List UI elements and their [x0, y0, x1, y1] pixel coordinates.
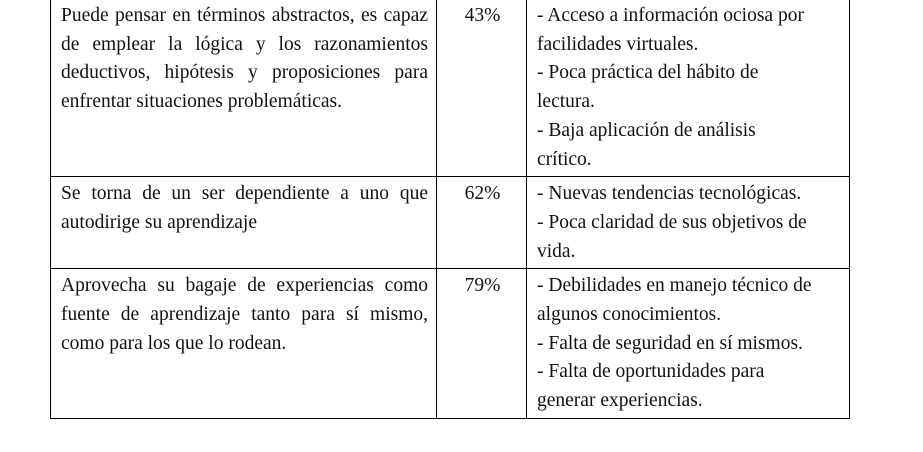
factor-item: - Baja aplicación de análisis crítico.: [537, 119, 756, 170]
percentage-cell: 43%: [437, 0, 527, 177]
factor-item: - Acceso a información ociosa por facilidades virtuales.: [537, 5, 804, 55]
characteristics-table: [50, 0, 850, 419]
table-row: [51, 0, 850, 177]
factor-item: - Poca práctica del hábito de lectura.: [537, 62, 759, 113]
factor-item: - Debilidades en manejo técnico de algunos conocimientos.: [537, 275, 812, 326]
percentage-cell: 62%: [437, 177, 527, 269]
factor-item: - Poca claridad de sus objetivos de vida.: [537, 211, 807, 262]
factor-item: - Falta de seguridad en sí mismos.: [537, 332, 803, 354]
description-cell: Se torna de un ser dependiente a uno que autodirige su aprendizaje: [51, 177, 437, 269]
factors-cell: [527, 269, 850, 419]
table-row: [51, 177, 850, 269]
factor-item: - Nuevas tendencias tecnológicas.: [537, 183, 802, 205]
description-cell: Puede pensar en términos abstractos, es capaz de emplear la lógica y los razonamientos deductivos, hipótesis y proposiciones para enfrentar situaciones problemáticas.: [51, 0, 437, 177]
percentage-cell: 79%: [437, 269, 527, 419]
factors-cell: [527, 0, 850, 177]
description-cell: Aprovecha su bagaje de experiencias como fuente de aprendizaje tanto para sí mismo, como para los que lo rodean.: [51, 269, 437, 419]
table-row: [51, 269, 850, 419]
factor-item: - Falta de oportunidades para generar experiencias.: [537, 361, 765, 412]
factors-cell: [527, 177, 850, 269]
